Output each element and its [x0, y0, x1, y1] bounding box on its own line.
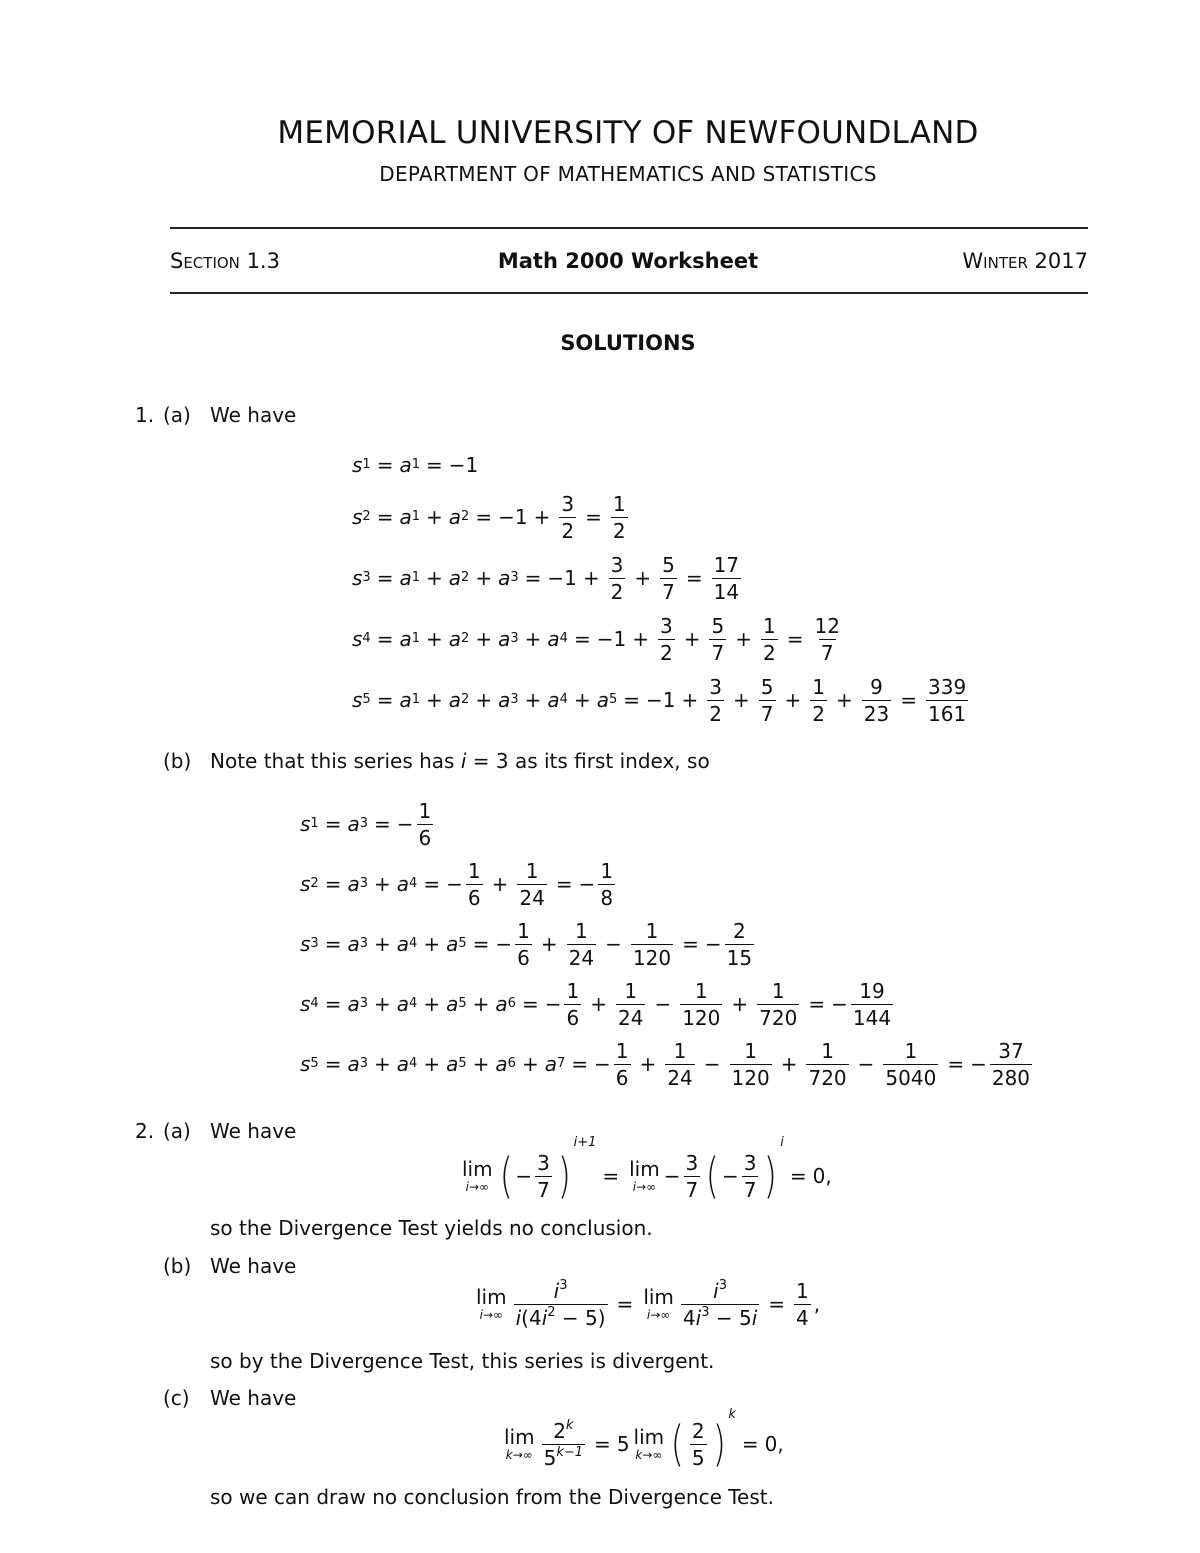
header-top-rule — [170, 227, 1088, 229]
equation-1a-s4: s 4 = a 1 + a 2 + a 3 + a 4 = −1 + $\frac{3}{2}$ + $\frac{5}{7}$ + $\frac{1}{2}$ = $\frac{12}{7}$ — [352, 613, 840, 665]
part-1a-intro: We have — [210, 403, 297, 427]
equation-2b-limit: lim i→∞ $\frac{i^3}{i(4i^2 - 5)}$ = lim i→∞ $\frac{i^3}{4i^3 - 5i}$ = $\frac{1}{4}$ , — [476, 1277, 821, 1330]
part-2c-intro: We have — [210, 1386, 297, 1410]
course-title: Math 2000 Worksheet — [497, 249, 759, 273]
section-label: Section 1.3 — [170, 249, 280, 273]
part-1b-intro: Note that this series has i = 3 as its first index, so — [210, 749, 710, 773]
part-2b-conclusion: so by the Divergence Test, this series is divergent. — [210, 1349, 715, 1373]
equation-1b-s2: s 2 = a 3 + a 4 = − $\frac{1}{6}$ + $\frac{1}{24}$ = − $\frac{1}{8}$ — [300, 858, 614, 910]
equation-1a-s1: s 1 = a 1 = −1 — [352, 453, 479, 477]
part-2a-label: (a) — [163, 1119, 191, 1143]
question-2-number: 2. — [135, 1119, 155, 1143]
header-bottom-rule — [170, 292, 1088, 294]
term-label: Winter 2017 — [962, 249, 1088, 273]
equation-1a-s2: s 2 = a 1 + a 2 = −1 + $\frac{3}{2}$ = $\frac{1}{2}$ — [352, 491, 626, 543]
equation-1b-s5: s 5 = a 3 + a 4 + a 5 + a 6 + a 7 = − $\frac{1}{6}$ + $\frac{1}{24}$ − $\frac{1}{120}$ + $\frac{1}{720}$ − $\frac{1}{5040}$ = − $\frac{37}{280}$ — [300, 1038, 1031, 1090]
equation-1b-s1: s 1 = a 3 = − $\frac{1}{6}$ — [300, 798, 432, 850]
part-2b-label: (b) — [163, 1254, 192, 1278]
solutions-heading: SOLUTIONS — [560, 331, 696, 355]
part-2b-intro: We have — [210, 1254, 297, 1278]
part-2c-label: (c) — [163, 1386, 190, 1410]
equation-1a-s5: s 5 = a 1 + a 2 + a 3 + a 4 + a 5 = −1 + $\frac{3}{2}$ + $\frac{5}{7}$ + $\frac{1}{2}$ + $\frac{9}{23}$ = $\frac{339}{161}$ — [352, 674, 967, 726]
university-name: MEMORIAL UNIVERSITY OF NEWFOUNDLAND — [277, 115, 979, 151]
equation-2c-limit: lim k→∞ $\frac{2^k}{5^{k-1}}$ = 5 lim k→∞ ( $\frac{2}{5}$ ) k = 0, — [504, 1407, 784, 1472]
department-name: DEPARTMENT OF MATHEMATICS AND STATISTICS — [379, 162, 877, 186]
part-2a-intro: We have — [210, 1119, 297, 1143]
equation-1b-s3: s 3 = a 3 + a 4 + a 5 = − $\frac{1}{6}$ + $\frac{1}{24}$ − $\frac{1}{120}$ = − $\frac{2}{15}$ — [300, 918, 753, 970]
part-1a-label: (a) — [163, 403, 191, 427]
equation-1b-s4: s 4 = a 3 + a 4 + a 5 + a 6 = − $\frac{1}{6}$ + $\frac{1}{24}$ − $\frac{1}{120}$ + $\frac{1}{720}$ = − $\frac{19}{144}$ — [300, 978, 892, 1030]
part-2a-conclusion: so the Divergence Test yields no conclusion. — [210, 1216, 653, 1240]
part-2c-conclusion: so we can draw no conclusion from the Divergence Test. — [210, 1485, 774, 1509]
part-1b-label: (b) — [163, 749, 192, 773]
equation-2a-limit: lim i→∞ ( − $\frac{3}{7}$ ) i+1 = lim i→∞ − $\frac{3}{7}$ ( − $\frac{3}{7}$ ) i = 0, — [462, 1135, 832, 1204]
equation-1a-s3: s 3 = a 1 + a 2 + a 3 = −1 + $\frac{3}{2}$ + $\frac{5}{7}$ = $\frac{17}{14}$ — [352, 552, 740, 604]
question-1-number: 1. — [135, 403, 155, 427]
